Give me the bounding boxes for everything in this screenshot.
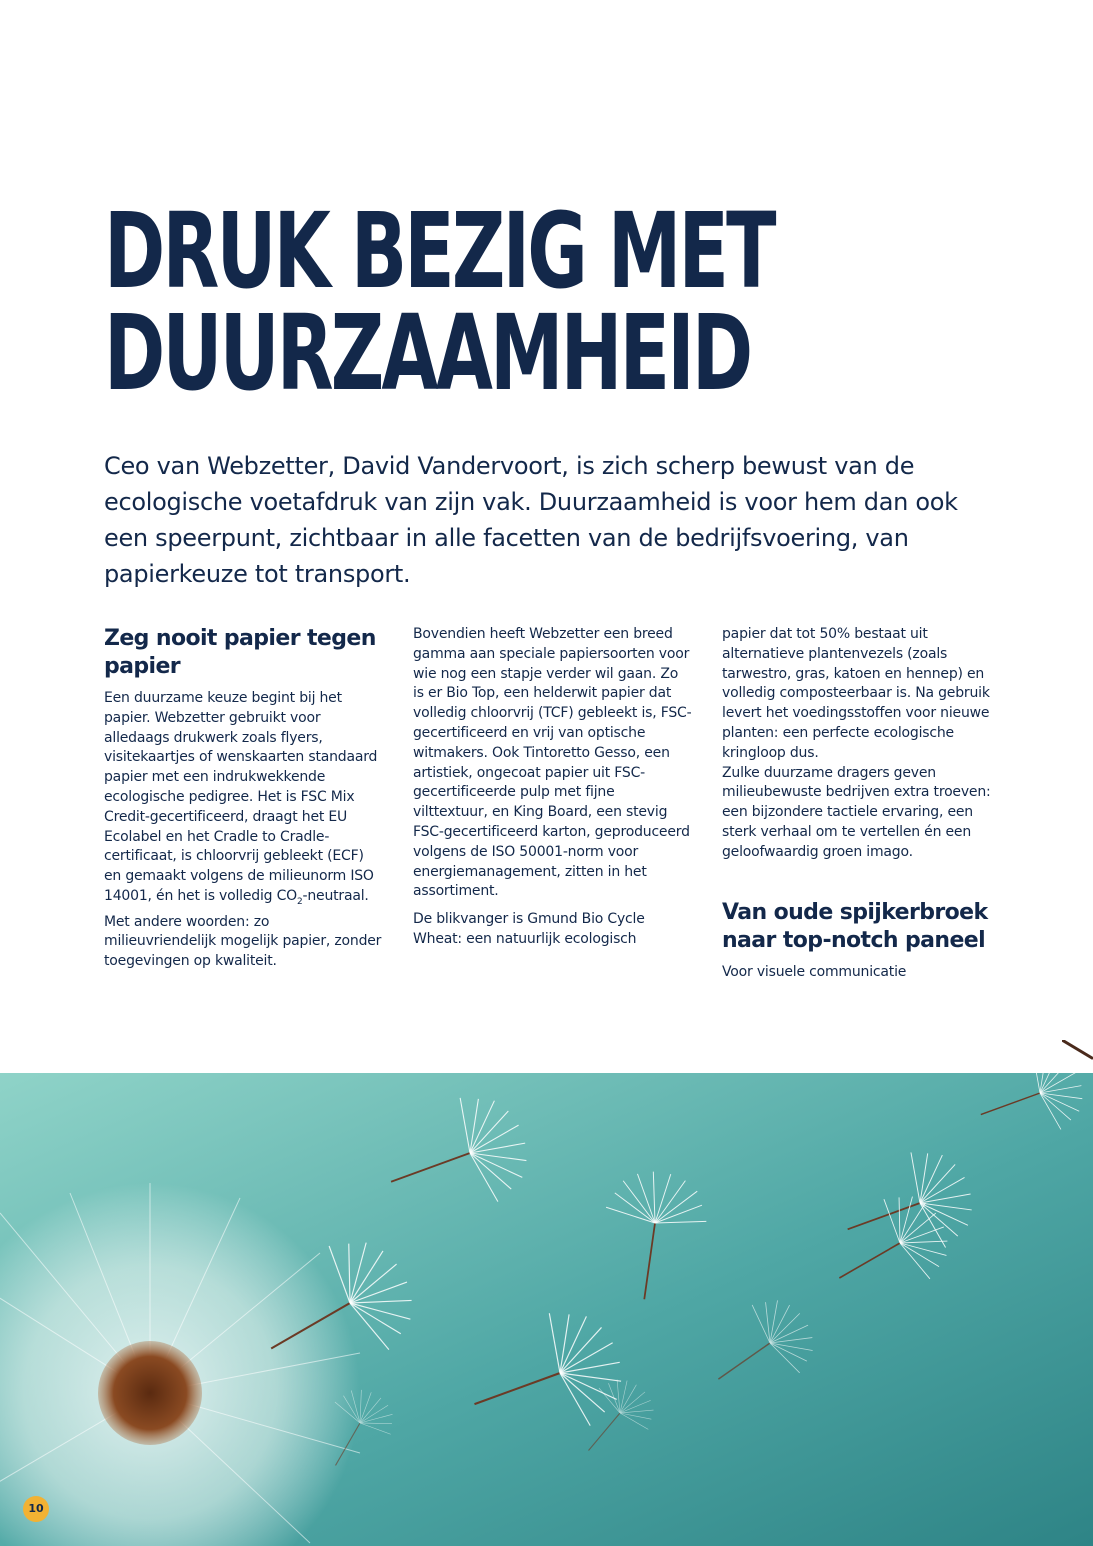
body-paragraph: Zulke duurzame dragers geven milieubewuste bedrijven extra troeven: een bijzondere tactiele ervaring, een sterk verhaal om te vertellen én een geloofwaardig groen imago. xyxy=(722,764,991,860)
body-text: -neutraal. Met andere woorden: zo milieuvriendelijk mogelijk papier, zonder toegevingen op kwaliteit. xyxy=(104,887,382,970)
body-paragraph: papier dat tot 50% bestaat uit alternatieve plantenvezels (zoals tarwestro, gras, katoen en hennep) en volledig composteerbaar is. Na gebruik levert het voedingsstoffen voor nieuwe planten: een perfecte ecologische kringloop dus. xyxy=(722,626,990,761)
body-text: Een duurzame keuze begint bij het papier. Webzetter gebruikt voor alledaags drukwerk zoals flyers, visitekaartjes of wenskaarten standaard papier met een indrukwekkende ecologische pedigree. Het is FSC Mix Credit-gecertificeerd, draagt het EU Ecolabel en het Cradle to Cradle-certificaat, is chloorvrij gebleekt (ECF) en gemaakt volgens de milieunorm ISO 14001, én het is volledig CO xyxy=(104,690,378,904)
intro-paragraph: Ceo van Webzetter, David Vandervoort, is zich scherp bewust van de ecologische voetafdruk van zijn vak. Duurzaamheid is voor hem dan ook een speerpunt, zichtbaar in alle facetten van de bedrijfsvoering, van papierkeuze tot transport. xyxy=(104,452,958,588)
column-1 xyxy=(104,625,384,980)
body-paragraph xyxy=(104,689,384,972)
section-heading-paper: Zeg nooit papier tegen papier xyxy=(104,626,376,679)
section-heading-denim: Van oude spijkerbroek naar top-notch paneel xyxy=(722,899,988,953)
column-3 xyxy=(722,625,1002,990)
title-line-1: DRUK BEZIG MET xyxy=(104,190,774,312)
dandelion-photo xyxy=(0,1073,1093,1546)
body-paragraph: De blikvanger is Gmund Bio Cycle Wheat: een natuurlijk ecologisch xyxy=(413,911,645,947)
subscript-2: 2 xyxy=(296,896,303,907)
article-title xyxy=(104,190,774,414)
title-line-2: DUURZAAMHEID xyxy=(104,292,751,414)
body-paragraph: Bovendien heeft Webzetter een breed gamma aan speciale papiersoorten voor wie nog een stapje verder wil gaan. Zo is er Bio Top, een helderwit papier dat volledig chloorvrij (TCF) gebleekt is, FSC-gecertificeerd en vrij van optische witmakers. Ook Tintoretto Gesso, een artistiek, ongecoat papier uit FSC-gecertificeerde pulp met fijne vilttextuur, en King Board, een stevig FSC-gecertificeerd karton, geproduceerd volgens de ISO 50001-norm voor energiemanagement, zitten in het assortiment. xyxy=(413,626,692,900)
column-2 xyxy=(413,625,693,958)
body-paragraph: Voor visuele communicatie xyxy=(722,963,907,980)
page-number-badge: 10 xyxy=(23,1496,49,1522)
dandelion-seed-icon xyxy=(1062,1040,1093,1060)
